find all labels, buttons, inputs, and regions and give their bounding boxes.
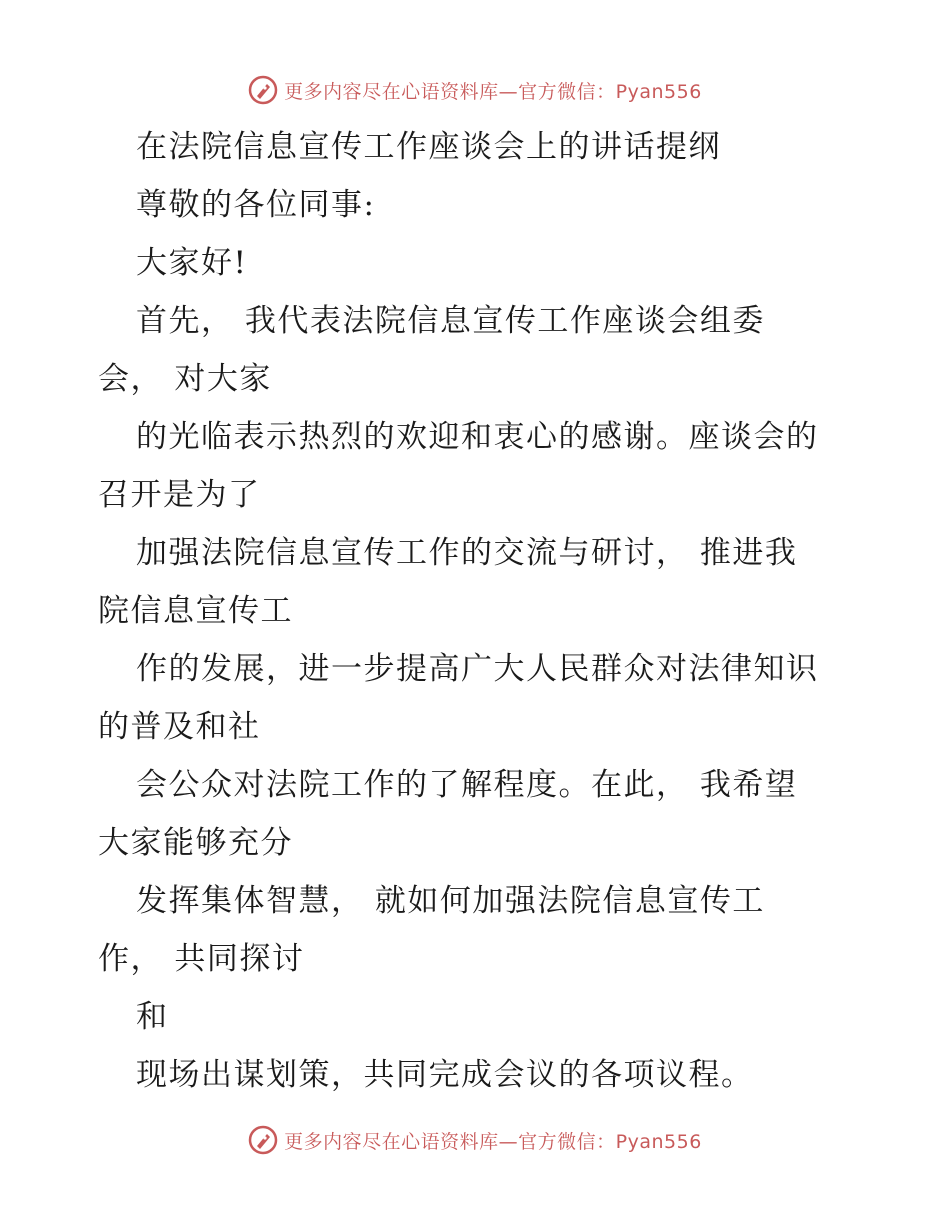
text-line: 院信息宣传工 (98, 593, 293, 629)
pen-nib-logo-icon (248, 75, 278, 105)
document-body (98, 118, 878, 1104)
text-line: 大家好! (136, 245, 248, 281)
watermark-text: 更多内容尽在心语资料库—官方微信：Pyan556 (284, 80, 702, 103)
watermark-text: 更多内容尽在心语资料库—官方微信：Pyan556 (284, 1130, 702, 1153)
text-line: 会公众对法院工作的了解程度。在此， 我希望 (136, 767, 798, 803)
text-line: 会， 对大家 (98, 361, 272, 397)
header-watermark (0, 70, 950, 110)
text-line: 的普及和社 (98, 709, 261, 745)
text-line: 发挥集体智慧， 就如何加强法院信息宣传工 (136, 883, 765, 919)
text-line: 召开是为了 (98, 477, 261, 513)
footer-watermark (0, 1120, 950, 1160)
text-line: 的光临表示热烈的欢迎和衷心的感谢。座谈会的 (136, 419, 819, 455)
text-line: 现场出谋划策，共同完成会议的各项议程。 (136, 1057, 754, 1093)
text-line: 加强法院信息宣传工作的交流与研讨， 推进我 (136, 535, 798, 571)
text-line: 大家能够充分 (98, 825, 293, 861)
text-line: 和 (136, 999, 169, 1035)
pen-nib-logo-icon (248, 1125, 278, 1155)
text-line: 作， 共同探讨 (98, 941, 305, 977)
text-line: 在法院信息宣传工作座谈会上的讲话提纲 (136, 129, 721, 165)
text-line: 首先， 我代表法院信息宣传工作座谈会组委 (136, 303, 765, 339)
text-line: 尊敬的各位同事: (136, 187, 376, 223)
text-line: 作的发展，进一步提高广大人民群众对法律知识 (136, 651, 819, 687)
